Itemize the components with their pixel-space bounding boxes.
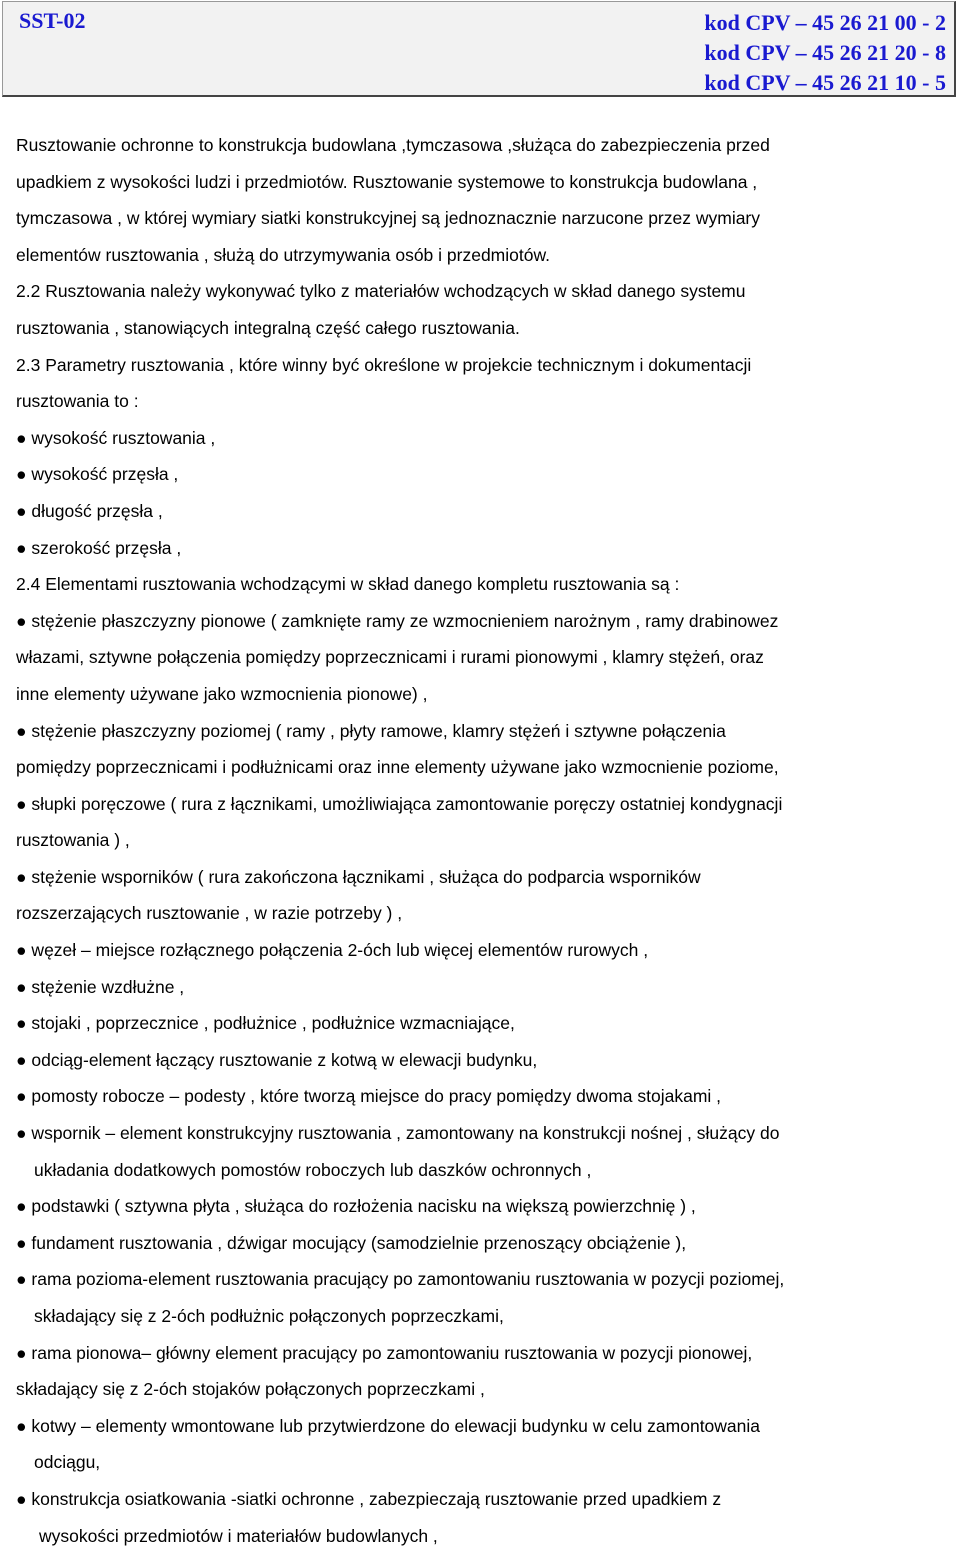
section-2-3 xyxy=(16,347,950,420)
list-item: ● węzeł – miejsce rozłącznego połączenia 2-óch lub więcej elementów rurowych , xyxy=(16,940,649,961)
list-item-continuation: odciągu, xyxy=(34,1452,101,1473)
list-item: ● wspornik – element konstrukcyjny rusztowania , zamontowany na konstrukcji nośnej , służący do xyxy=(16,1123,780,1144)
list-item-continuation: składający się z 2-óch podłużnic połączonych poprzeczkami, xyxy=(34,1306,504,1326)
list-item-continuation: składający się z 2-óch stojaków połączonych poprzeczkami , xyxy=(16,1379,485,1400)
element-list xyxy=(16,603,950,1554)
list-item: ● wysokość rusztowania , xyxy=(16,427,216,448)
section-2-2 xyxy=(16,273,950,346)
cpv-code-2: kod CPV – 45 26 21 20 - 8 xyxy=(704,40,946,65)
list-item: ● szerokość przęsła , xyxy=(16,537,182,558)
list-item: ● stojaki , poprzecznice , podłużnice , podłużnice wzmacniające, xyxy=(16,1013,515,1034)
cpv-code-1: kod CPV – 45 26 21 00 - 2 xyxy=(704,10,946,35)
section-line: rusztowania to : xyxy=(16,391,139,412)
list-item: ● kotwy – elementy wmontowane lub przytwierdzone do elewacji budynku w celu zamontowania xyxy=(16,1415,761,1436)
document-body xyxy=(16,127,950,1554)
cpv-code-3: kod CPV – 45 26 21 10 - 5 xyxy=(704,70,946,95)
list-item: ● odciąg-element łączący rusztowanie z kotwą w elewacji budynku, xyxy=(16,1049,538,1070)
cpv-codes xyxy=(704,8,946,98)
intro-line: Rusztowanie ochronne to konstrukcja budowlana ,tymczasowa ,służąca do zabezpieczenia przed xyxy=(16,135,770,155)
list-item: ● podstawki ( sztywna płyta , służąca do rozłożenia nacisku na większą powierzchnię ) , xyxy=(16,1196,696,1217)
page-header xyxy=(2,1,956,97)
section-line: 2.2 Rusztowania należy wykonywać tylko z materiałów wchodzących w skład danego systemu xyxy=(16,281,746,302)
list-item-continuation: rusztowania ) , xyxy=(16,830,130,851)
intro-line: upadkiem z wysokości ludzi i przedmiotów. Rusztowanie systemowe to konstrukcja budowlana , xyxy=(16,171,758,192)
intro-line: elementów rusztowania , służą do utrzymywania osób i przedmiotów. xyxy=(16,244,550,265)
list-item: ● długość przęsła , xyxy=(16,500,163,521)
list-item-continuation: pomiędzy poprzecznicami i podłużnicami oraz inne elementy używane jako wzmocnienie poziome, xyxy=(16,757,779,778)
spec-code: SST-02 xyxy=(19,8,86,33)
list-item: ● stężenie płaszczyzny poziomej ( ramy , płyty ramowe, klamry stężeń i sztywne połączenia xyxy=(16,720,726,741)
list-item: ● rama pionowa– główny element pracujący po zamontowaniu rusztowania w pozycji pionowej, xyxy=(16,1342,753,1363)
intro-paragraph xyxy=(16,127,950,273)
list-item-continuation: inne elementy używane jako wzmocnienia pionowe) , xyxy=(16,683,428,704)
list-item: ● stężenie płaszczyzny pionowe ( zamknięte ramy ze wzmocnieniem narożnym , ramy drabinowez xyxy=(16,610,779,631)
list-item: ● stężenie wzdłużne , xyxy=(16,976,185,997)
section-2-4: 2.4 Elementami rusztowania wchodzącymi w skład danego kompletu rusztowania są : xyxy=(16,574,680,595)
list-item-continuation: rozszerzających rusztowanie , w razie potrzeby ) , xyxy=(16,903,403,924)
list-item-continuation: układania dodatkowych pomostów roboczych lub daszków ochronnych , xyxy=(34,1159,592,1180)
section-line: 2.3 Parametry rusztowania , które winny być określone w projekcie technicznym i dokumentacji xyxy=(16,354,752,375)
list-item: ● pomosty robocze – podesty , które tworzą miejsce do pracy pomiędzy dwoma stojakami , xyxy=(16,1086,722,1107)
list-item-continuation: wysokości przedmiotów i materiałów budowlanych , xyxy=(39,1525,438,1546)
list-item: ● słupki poręczowe ( rura z łącznikami, umożliwiająca zamontowanie poręczy ostatniej kondygnacji xyxy=(16,793,783,814)
section-line: rusztowania , stanowiących integralną część całego rusztowania. xyxy=(16,317,520,338)
list-item-continuation: włazami, sztywne połączenia pomiędzy poprzecznicami i rurami pionowymi , klamry stężeń, oraz xyxy=(16,647,764,668)
list-item: ● fundament rusztowania , dźwigar mocujący (samodzielnie przenoszący obciążenie ), xyxy=(16,1232,687,1253)
parameter-list xyxy=(16,420,950,566)
list-item: ● rama pozioma-element rusztowania pracujący po zamontowaniu rusztowania w pozycji poziomej, xyxy=(16,1269,785,1290)
list-item: ● wysokość przęsła , xyxy=(16,464,179,485)
list-item: ● konstrukcja osiatkowania -siatki ochronne , zabezpieczają rusztowanie przed upadkiem z xyxy=(16,1488,722,1509)
intro-line: tymczasowa , w której wymiary siatki konstrukcyjnej są jednoznacznie narzucone przez wymiary xyxy=(16,208,761,229)
list-item: ● stężenie wsporników ( rura zakończona łącznikami , służąca do podparcia wsporników xyxy=(16,866,701,887)
